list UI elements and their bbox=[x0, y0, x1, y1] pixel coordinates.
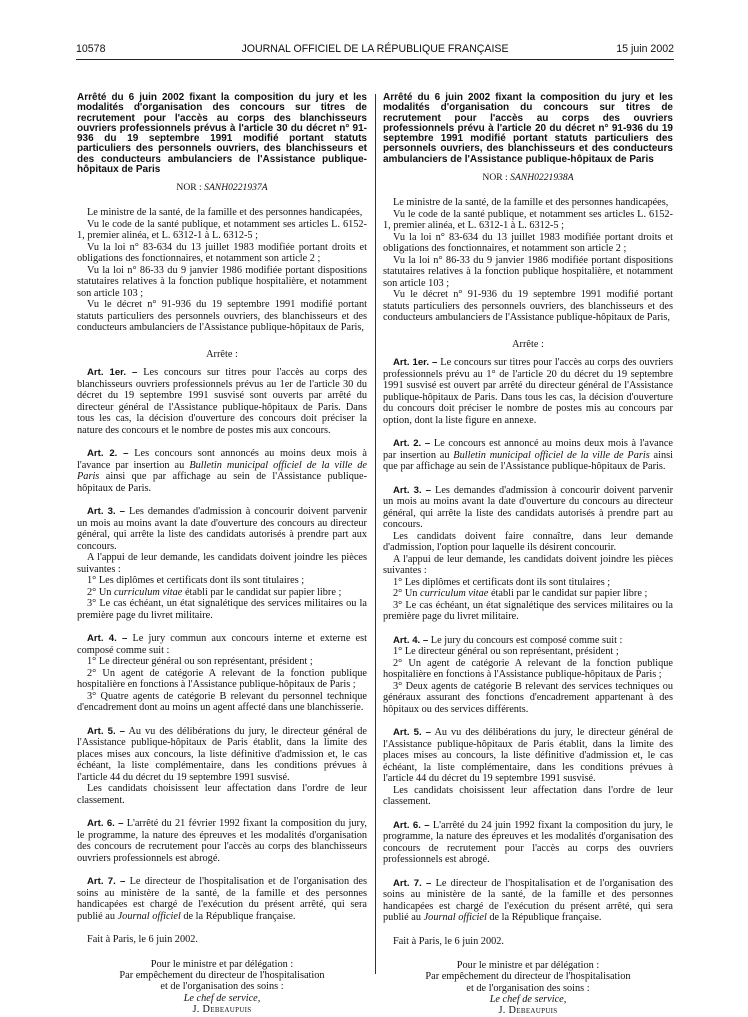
signature-line: Par empêchement du directeur de l'hospitalisation bbox=[119, 970, 325, 982]
article-text: Le jury commun aux concours interne et externe est composé comme suit : bbox=[77, 633, 367, 656]
left-column-decree bbox=[77, 93, 367, 1015]
list-item bbox=[383, 588, 673, 600]
journal-officiel: Journal officiel bbox=[423, 912, 487, 924]
article-1 bbox=[383, 357, 673, 426]
article-text: Le directeur de l'hospitalisation et de l'organisation des soins au ministère de la santé, de la famille et des personnes handicapées est chargé de l'exécution du présent arrêté, qui sera publié au bbox=[383, 877, 673, 924]
signature-role: Le chef de service, bbox=[489, 993, 567, 1005]
signature-line: Par empêchement du directeur de l'hospitalisation bbox=[425, 971, 631, 983]
article-6 bbox=[77, 818, 367, 864]
curriculum-vitae: curriculum vitae bbox=[420, 588, 489, 600]
signature-block bbox=[383, 960, 673, 1016]
article-label: Art. 2. – bbox=[87, 448, 129, 460]
article-4 bbox=[77, 633, 367, 656]
article-text: de la République française. bbox=[183, 910, 296, 922]
article-7 bbox=[77, 876, 367, 922]
article-5 bbox=[383, 727, 673, 785]
list-item: 1° Les diplômes et certificats dont ils sont titulaires ; bbox=[87, 575, 305, 587]
bulletin-title: Bulletin municipal officiel de la ville de Paris bbox=[453, 449, 650, 461]
issue-date: 15 juin 2002 bbox=[616, 43, 674, 55]
article-5 bbox=[77, 726, 367, 784]
article-text: Le directeur de l'hospitalisation et de l'organisation des soins au ministère de la santé, de la famille et des personnes handicapées est chargé de l'exécution du présent arrêté, qui sera publié au bbox=[77, 876, 367, 922]
article-3 bbox=[77, 506, 367, 552]
article-text: ainsi que par affichage au sein de l'Assistance publique-hôpitaux de Paris. bbox=[383, 449, 673, 473]
signature-line: et de l'organisation des soins : bbox=[466, 982, 590, 994]
preamble-vu-loi-1983: Vu la loi n° 83-634 du 13 juillet 1983 modifiée portant droits et obligations des fonctionnaires, et notamment son article 2 ; bbox=[383, 231, 673, 255]
preamble-vu-loi-1983: Vu la loi n° 83-634 du 13 juillet 1983 modifiée portant droits et obligations des fonctionnaires, et notamment son article 2 ; bbox=[77, 241, 367, 265]
right-column-decree bbox=[383, 93, 673, 1017]
article-text: de la République française. bbox=[489, 912, 602, 924]
article-label: Art. 7. – bbox=[393, 877, 432, 889]
arrete-heading: Arrête : bbox=[512, 338, 544, 350]
article-text: Les demandes d'admission à concourir doivent parvenir un mois au moins avant la date d'ouverture du concours au directeur général, qui arrête la liste des candidats autorisés à prendre part au concours. bbox=[383, 484, 673, 531]
arrete-heading: Arrête : bbox=[206, 348, 238, 360]
nor-label: NOR : bbox=[176, 182, 202, 194]
article-label: Art. 6. – bbox=[393, 819, 430, 831]
page-number: 10578 bbox=[76, 43, 106, 55]
column-divider bbox=[375, 94, 376, 974]
signature-role: Le chef de service, bbox=[183, 992, 261, 1004]
decree-title: Arrêté du 6 juin 2002 fixant la composition du jury et les modalités d'organisation du concours sur titres de recrutement pour l'accès au corps des ouvriers professionnels prévu à l'article 20 du décret n° 91-936 du 19 septembre 1991 modifié portant statuts particuliers des personnels ouvriers, des blanchisseurs et des conducteurs ambulanciers de l'Assistance publique-hôpitaux de Paris bbox=[383, 92, 673, 165]
signatory-name: J. Debeaupuis bbox=[192, 1004, 252, 1016]
nor-reference bbox=[383, 172, 673, 184]
article-label: Art. 2. – bbox=[393, 438, 431, 450]
article-label: Art. 3. – bbox=[393, 484, 432, 496]
article-text: L'arrêté du 24 juin 1992 fixant la composition du jury, le programme, la nature des épreuves et les modalités d'organisation des concours de recrutement pour l'accès au corps des ouvriers professionnels est abrogé. bbox=[383, 819, 673, 866]
item-text: 2° Un bbox=[87, 586, 112, 598]
preamble-vu-code: Vu le code de la santé publique, et notamment ses articles L. 6152-1, premier alinéa, et L. 6312-1 à L. 6312-5 ; bbox=[383, 208, 673, 232]
fait-a-paris: Fait à Paris, le 6 juin 2002. bbox=[87, 934, 198, 946]
article-3 bbox=[383, 485, 673, 531]
nor-code: SANH0221938A bbox=[510, 172, 574, 184]
article-text: Le concours est annoncé au moins deux mois à l'avance par insertion au bbox=[383, 438, 673, 461]
preamble-vu-loi-1986: Vu la loi n° 86-33 du 9 janvier 1986 modifiée portant dispositions statutaires relatives à la fonction publique hospitalière, et notamment son article 103 ; bbox=[383, 254, 673, 289]
item-text: établi par le candidat sur papier libre ; bbox=[184, 586, 342, 598]
article-label: Art. 1er. – bbox=[87, 367, 138, 379]
article-1 bbox=[77, 367, 367, 436]
article-label: Art. 4. – bbox=[87, 633, 128, 645]
article-2 bbox=[77, 448, 367, 494]
article-label: Art. 3. – bbox=[87, 506, 126, 518]
article-text: Les concours sur titres pour l'accès au corps des blanchisseurs ouvriers professionnels prévus au 1er de l'article 30 du décret du 19 septembre 1991 susvisé sont ouverts par arrêté du directeur général de l'Assistance publique-hôpitaux de Paris. Dans tous les cas, la décision d'ouverture des concours doit préciser la nature des concours et le nombre de postes mis aux concours. bbox=[77, 367, 367, 436]
header-rule bbox=[76, 59, 674, 60]
list-item: 3° Le cas échéant, un état signalétique des services militaires ou la première page du livret militaire. bbox=[77, 598, 367, 621]
list-item bbox=[77, 587, 367, 599]
article-text: Les demandes d'admission à concourir doivent parvenir un mois au moins avant la date d'ouverture des concours au directeur général, qui arrête la liste des candidats autorisés à prendre part aux concours. bbox=[77, 506, 367, 552]
article-3-intro: A l'appui de leur demande, les candidats doivent joindre les pièces suivantes : bbox=[77, 552, 367, 575]
list-item: 3° Deux agents de catégorie B relevant des services techniques ou généraux assurant des fonctions d'encadrement appartenant à des hôpitaux ou des services différents. bbox=[383, 680, 673, 715]
bulletin-title: Bulletin municipal officiel de la ville de Paris bbox=[77, 459, 368, 483]
article-2 bbox=[383, 438, 673, 473]
article-6 bbox=[383, 820, 673, 866]
nor-code: SANH0221937A bbox=[204, 182, 268, 194]
article-label: Art. 5. – bbox=[393, 727, 432, 739]
article-text: Les concours sont annoncés au moins deux mois à l'avance par insertion au bbox=[77, 448, 367, 471]
fait-a-paris: Fait à Paris, le 6 juin 2002. bbox=[393, 935, 504, 947]
signature-line: Pour le ministre et par délégation : bbox=[456, 960, 600, 972]
curriculum-vitae: curriculum vitae bbox=[114, 586, 183, 598]
decree-title: Arrêté du 6 juin 2002 fixant la composition du jury et les modalités d'organisation des concours sur titres de recrutement pour l'accès au corps des blanchisseurs ouvriers professionnels prévus à l'article 30 du décret n° 91-936 du 19 septembre 1991 modifié portant statuts particuliers des personnels ouvriers, des blanchisseurs et des conducteurs ambulanciers de l'Assistance publique-hôpitaux de Paris bbox=[77, 92, 367, 176]
list-item: 1° Le directeur général ou son représentant, président ; bbox=[393, 646, 619, 658]
article-label: Art. 5. – bbox=[87, 725, 126, 737]
article-4 bbox=[383, 635, 673, 647]
article-text: Au vu des délibérations du jury, le directeur général de l'Assistance publique-hôpitaux de Paris établit, dans la limite des places mises aux concours, la liste définitive d'admission et, le cas échéant, la liste complémentaire, dans les conditions prévues à l'article 44 du décret du 19 septembre 1991 susvisé. bbox=[77, 725, 367, 783]
journal-title: JOURNAL OFFICIEL DE LA RÉPUBLIQUE FRANÇAISE bbox=[241, 43, 509, 55]
article-label: Art. 1er. – bbox=[393, 357, 438, 369]
article-text: L'arrêté du 21 février 1992 fixant la composition du jury, le programme, la nature des épreuves et les modalités d'organisation des concours de recrutement pour l'accès au corps des blanchisseurs ouvriers professionnels est abrogé. bbox=[77, 818, 367, 864]
signatory-name: J. Debeaupuis bbox=[498, 1005, 558, 1017]
signature-line: et de l'organisation des soins : bbox=[160, 981, 284, 993]
nor-label: NOR : bbox=[482, 172, 508, 184]
article-label: Art. 6. – bbox=[87, 818, 124, 830]
list-item: 2° Un agent de catégorie A relevant de la fonction publique hospitalière en fonctions à l'Assistance publique-hôpitaux de Paris ; bbox=[383, 657, 673, 681]
list-item: 3° Quatre agents de catégorie B relevant du personnel technique d'encadrement dont au moins un agent affecté dans une blanchisserie. bbox=[77, 690, 367, 714]
list-item: 3° Le cas échéant, un état signalétique des services militaires ou la première page du livret militaire. bbox=[383, 599, 673, 623]
preamble-vu-decret: Vu le décret n° 91-936 du 19 septembre 1991 modifié portant statuts particuliers des personnels ouvriers, des blanchisseurs et des conducteurs ambulanciers de l'Assistance publique-hôpitaux de Paris, bbox=[383, 289, 673, 324]
article-text: ainsi que par affichage au sein de l'Assistance publique-hôpitaux de Paris. bbox=[77, 471, 367, 494]
article-text: Le concours sur titres pour l'accès au corps des ouvriers professionnels prévu au 1° de l'article 20 du décret du 19 septembre 1991 susvisé est ouvert par arrêté du directeur général de l'Assistance publique-hôpitaux de Paris. Dans tous les cas, la décision d'ouverture du concours doit préciser le nombre de postes mis au concours par option, dont la liste figure en annexe. bbox=[383, 357, 673, 426]
preamble-minister: Le ministre de la santé, de la famille et des personnes handicapées, bbox=[393, 197, 669, 209]
preamble-minister: Le ministre de la santé, de la famille et des personnes handicapées, bbox=[87, 207, 363, 219]
article-7 bbox=[383, 878, 673, 924]
list-item: 1° Les diplômes et certificats dont ils sont titulaires ; bbox=[393, 576, 611, 588]
article-text: Le jury du concours est composé comme suit : bbox=[430, 634, 623, 646]
list-item: 2° Un agent de catégorie A relevant de la fonction publique hospitalière en fonctions à l'Assistance publique-hôpitaux de Paris ; bbox=[77, 667, 367, 691]
nor-reference bbox=[77, 182, 367, 194]
item-text: établi par le candidat sur papier libre ; bbox=[490, 588, 648, 600]
preamble-vu-decret: Vu le décret n° 91-936 du 19 septembre 1991 modifié portant statuts particuliers des personnels ouvriers, des blanchisseurs et des conducteurs ambulanciers de l'Assistance publique-hôpitaux de Paris, bbox=[77, 299, 367, 334]
article-3-option: Les candidats doivent faire connaître, dans leur demande d'admission, l'option pour laquelle ils désirent concourir. bbox=[383, 530, 673, 554]
preamble-vu-loi-1986: Vu la loi n° 86-33 du 9 janvier 1986 modifiée portant dispositions statutaires relatives à la fonction publique hospitalière, et notamment son article 103 ; bbox=[77, 264, 367, 299]
article-5-text2: Les candidats choisissent leur affectation dans l'ordre de leur classement. bbox=[383, 784, 673, 808]
article-3-intro: A l'appui de leur demande, les candidats doivent joindre les pièces suivantes : bbox=[383, 553, 673, 577]
article-label: Art. 7. – bbox=[87, 876, 126, 888]
signature-block bbox=[77, 959, 367, 1015]
list-item: 1° Le directeur général ou son représentant, président ; bbox=[87, 656, 313, 668]
page-header bbox=[76, 43, 674, 59]
item-text: 2° Un bbox=[393, 588, 418, 600]
article-text: Au vu des délibérations du jury, le directeur général de l'Assistance publique-hôpitaux de Paris établit, dans la limite des places mises au concours, la liste définitive d'admission et, le cas échéant, la liste complémentaire, dans les conditions prévues à l'article 44 du décret du 19 septembre 1991 susvisé. bbox=[383, 727, 673, 785]
journal-officiel: Journal officiel bbox=[117, 910, 181, 922]
preamble-vu-code: Vu le code de la santé publique, et notamment ses articles L. 6152-1, premier alinéa, et L. 6312-1 à L. 6312-5 ; bbox=[77, 218, 367, 242]
article-5-text2: Les candidats choisissent leur affectation dans l'ordre de leur classement. bbox=[77, 783, 367, 806]
article-label: Art. 4. – bbox=[393, 634, 429, 646]
signature-line: Pour le ministre et par délégation : bbox=[150, 958, 294, 970]
